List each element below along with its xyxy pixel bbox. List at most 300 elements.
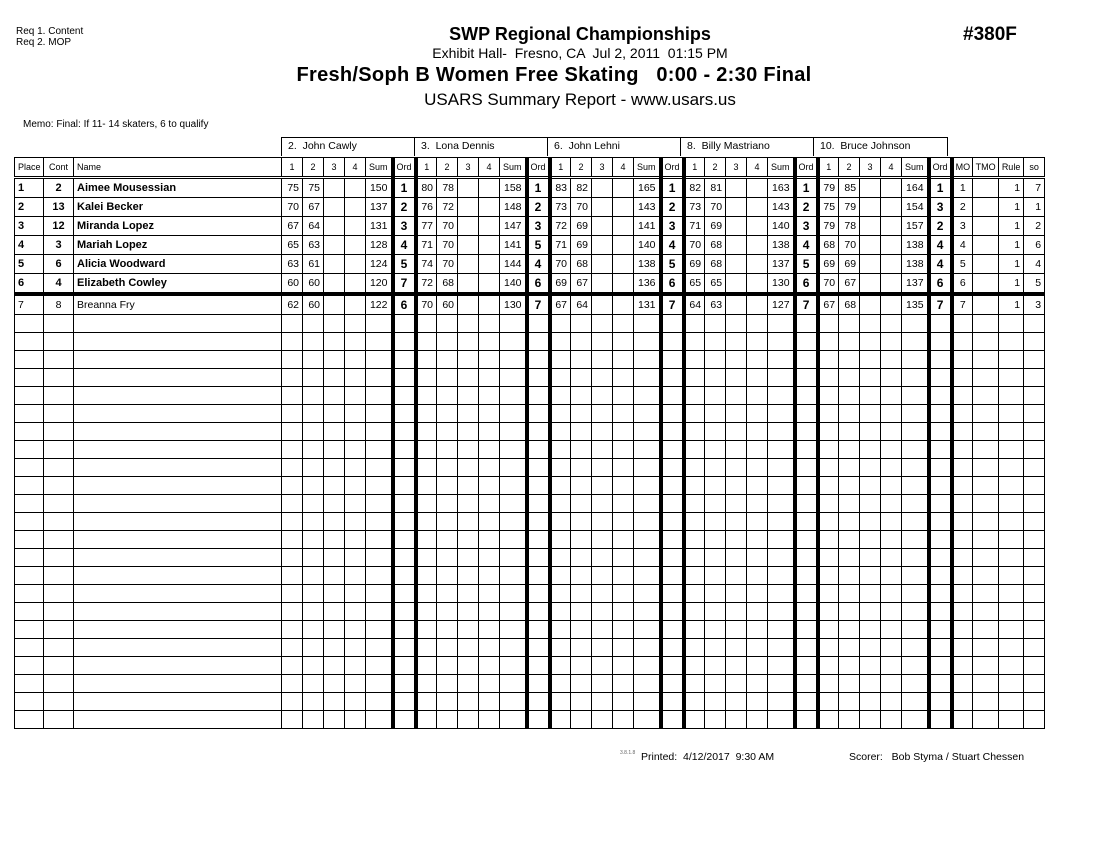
empty-cell <box>366 495 393 513</box>
empty-cell <box>366 369 393 387</box>
empty-cell <box>705 495 726 513</box>
col-header-ord: Ord <box>661 158 684 178</box>
score-2-cell: 60 <box>303 274 324 295</box>
empty-cell <box>366 441 393 459</box>
empty-cell <box>747 549 768 567</box>
score-4-cell <box>881 294 902 315</box>
empty-cell <box>282 387 303 405</box>
score-4-cell <box>747 198 768 217</box>
score-3-cell <box>860 198 881 217</box>
empty-cell <box>860 567 881 585</box>
score-3-cell <box>458 178 479 198</box>
empty-cell <box>527 549 550 567</box>
empty-cell <box>726 459 747 477</box>
empty-cell <box>15 711 44 729</box>
empty-cell <box>527 693 550 711</box>
skater-row <box>15 255 1045 274</box>
empty-cell <box>416 531 437 549</box>
sum-cell: 138 <box>902 255 929 274</box>
empty-cell <box>726 711 747 729</box>
empty-cell <box>747 495 768 513</box>
empty-cell <box>613 603 634 621</box>
empty-cell <box>500 387 527 405</box>
empty-cell <box>839 387 860 405</box>
score-1-cell: 70 <box>416 294 437 315</box>
score-3-cell <box>592 178 613 198</box>
empty-cell <box>818 459 839 477</box>
score-2-cell: 60 <box>303 294 324 315</box>
empty-cell <box>74 639 282 657</box>
empty-cell <box>571 423 592 441</box>
sum-cell: 128 <box>366 236 393 255</box>
empty-cell <box>999 675 1024 693</box>
ordinal-cell: 7 <box>929 294 952 315</box>
empty-cell <box>324 405 345 423</box>
empty-cell <box>345 675 366 693</box>
empty-cell <box>44 351 74 369</box>
empty-row <box>15 459 1045 477</box>
empty-cell <box>345 423 366 441</box>
empty-cell <box>929 351 952 369</box>
empty-cell <box>44 657 74 675</box>
empty-cell <box>881 639 902 657</box>
empty-cell <box>634 603 661 621</box>
score-2-cell: 65 <box>705 274 726 295</box>
empty-cell <box>15 387 44 405</box>
empty-cell <box>795 351 818 369</box>
ordinal-cell: 4 <box>795 236 818 255</box>
empty-cell <box>592 351 613 369</box>
skater-name-cell: Kalei Becker <box>74 198 282 217</box>
empty-cell <box>345 621 366 639</box>
score-2-cell: 68 <box>839 294 860 315</box>
empty-cell <box>416 657 437 675</box>
mo-cell: 5 <box>952 255 973 274</box>
empty-cell <box>952 315 973 333</box>
empty-cell <box>684 315 705 333</box>
empty-cell <box>527 585 550 603</box>
score-1-cell: 69 <box>684 255 705 274</box>
col-header-rule: Rule <box>999 158 1024 178</box>
empty-cell <box>860 477 881 495</box>
empty-cell <box>345 369 366 387</box>
empty-cell <box>500 333 527 351</box>
empty-cell <box>661 441 684 459</box>
judge-header-4: 8. Billy Mastriano <box>680 137 814 156</box>
ordinal-cell: 1 <box>393 178 416 198</box>
score-2-cell: 78 <box>839 217 860 236</box>
empty-cell <box>15 369 44 387</box>
score-1-cell: 73 <box>550 198 571 217</box>
empty-cell <box>881 657 902 675</box>
empty-cell <box>726 621 747 639</box>
empty-cell <box>839 423 860 441</box>
empty-cell <box>684 567 705 585</box>
empty-cell <box>437 477 458 495</box>
empty-cell <box>303 567 324 585</box>
empty-cell <box>634 657 661 675</box>
empty-cell <box>550 315 571 333</box>
empty-cell <box>726 531 747 549</box>
contestant-number-cell: 6 <box>44 255 74 274</box>
empty-cell <box>15 603 44 621</box>
empty-cell <box>458 621 479 639</box>
col-header-so: so <box>1024 158 1045 178</box>
empty-cell <box>929 477 952 495</box>
empty-cell <box>282 459 303 477</box>
col-header-name: Name <box>74 158 282 178</box>
empty-cell <box>44 405 74 423</box>
empty-cell <box>818 693 839 711</box>
score-1-cell: 70 <box>818 274 839 295</box>
empty-cell <box>15 495 44 513</box>
empty-cell <box>500 531 527 549</box>
empty-cell <box>661 585 684 603</box>
empty-cell <box>416 441 437 459</box>
sum-cell: 124 <box>366 255 393 274</box>
empty-cell <box>973 639 999 657</box>
col-header-tmo: TMO <box>973 158 999 178</box>
empty-cell <box>324 513 345 531</box>
so-cell: 5 <box>1024 274 1045 295</box>
empty-cell <box>1024 369 1045 387</box>
empty-cell <box>571 693 592 711</box>
empty-cell <box>15 585 44 603</box>
sum-cell: 137 <box>768 255 795 274</box>
empty-cell <box>571 369 592 387</box>
mo-cell: 6 <box>952 274 973 295</box>
empty-cell <box>592 639 613 657</box>
empty-cell <box>839 603 860 621</box>
empty-cell <box>416 693 437 711</box>
ordinal-cell: 3 <box>661 217 684 236</box>
sum-cell: 150 <box>366 178 393 198</box>
empty-cell <box>634 585 661 603</box>
score-4-cell <box>479 178 500 198</box>
empty-cell <box>684 621 705 639</box>
empty-cell <box>839 495 860 513</box>
skater-row <box>15 178 1045 198</box>
empty-cell <box>881 675 902 693</box>
empty-cell <box>902 387 929 405</box>
empty-cell <box>795 405 818 423</box>
empty-cell <box>571 711 592 729</box>
empty-cell <box>458 369 479 387</box>
empty-cell <box>527 675 550 693</box>
empty-cell <box>902 405 929 423</box>
empty-cell <box>458 711 479 729</box>
empty-cell <box>366 549 393 567</box>
col-header-score-2: 2 <box>839 158 860 178</box>
empty-cell <box>44 603 74 621</box>
place-cell: 1 <box>15 178 44 198</box>
empty-cell <box>726 675 747 693</box>
empty-cell <box>929 639 952 657</box>
place-cell: 5 <box>15 255 44 274</box>
empty-cell <box>634 495 661 513</box>
empty-cell <box>747 513 768 531</box>
judge-header-2: 3. Lona Dennis <box>414 137 548 156</box>
empty-cell <box>393 477 416 495</box>
col-header-cont: Cont <box>44 158 74 178</box>
empty-cell <box>999 477 1024 495</box>
empty-row <box>15 441 1045 459</box>
empty-cell <box>500 405 527 423</box>
empty-cell <box>303 459 324 477</box>
empty-cell <box>661 423 684 441</box>
empty-cell <box>795 369 818 387</box>
empty-cell <box>74 333 282 351</box>
ordinal-cell: 2 <box>527 198 550 217</box>
empty-cell <box>345 639 366 657</box>
score-1-cell: 82 <box>684 178 705 198</box>
sum-cell: 130 <box>768 274 795 295</box>
contestant-number-cell: 13 <box>44 198 74 217</box>
empty-cell <box>747 387 768 405</box>
empty-cell <box>881 693 902 711</box>
empty-cell <box>999 603 1024 621</box>
col-header-ord: Ord <box>929 158 952 178</box>
empty-cell <box>282 351 303 369</box>
empty-cell <box>684 693 705 711</box>
empty-cell <box>818 567 839 585</box>
skater-name-cell: Miranda Lopez <box>74 217 282 236</box>
empty-cell <box>458 405 479 423</box>
empty-cell <box>860 513 881 531</box>
empty-cell <box>366 657 393 675</box>
empty-cell <box>74 459 282 477</box>
col-header-score-4: 4 <box>345 158 366 178</box>
empty-cell <box>1024 477 1045 495</box>
empty-cell <box>768 387 795 405</box>
empty-cell <box>795 387 818 405</box>
empty-cell <box>571 495 592 513</box>
empty-cell <box>634 459 661 477</box>
empty-cell <box>571 405 592 423</box>
empty-cell <box>881 549 902 567</box>
empty-cell <box>613 693 634 711</box>
empty-cell <box>303 333 324 351</box>
empty-cell <box>973 333 999 351</box>
empty-cell <box>747 693 768 711</box>
empty-cell <box>929 387 952 405</box>
empty-cell <box>303 657 324 675</box>
empty-cell <box>303 531 324 549</box>
empty-cell <box>416 603 437 621</box>
empty-cell <box>1024 693 1045 711</box>
empty-cell <box>500 693 527 711</box>
empty-cell <box>999 693 1024 711</box>
empty-cell <box>839 531 860 549</box>
col-header-score-2: 2 <box>571 158 592 178</box>
empty-cell <box>705 549 726 567</box>
empty-cell <box>437 567 458 585</box>
empty-cell <box>768 459 795 477</box>
ordinal-cell: 5 <box>661 255 684 274</box>
empty-cell <box>768 639 795 657</box>
memo: Memo: Final: If 11- 14 skaters, 6 to qualify <box>23 119 209 130</box>
empty-cell <box>416 351 437 369</box>
empty-cell <box>500 585 527 603</box>
empty-cell <box>881 459 902 477</box>
empty-cell <box>527 621 550 639</box>
empty-cell <box>15 675 44 693</box>
empty-cell <box>44 423 74 441</box>
empty-cell <box>747 711 768 729</box>
empty-cell <box>571 639 592 657</box>
empty-cell <box>74 387 282 405</box>
empty-cell <box>999 387 1024 405</box>
rule-cell: 1 <box>999 255 1024 274</box>
empty-cell <box>437 315 458 333</box>
empty-cell <box>952 369 973 387</box>
empty-cell <box>705 405 726 423</box>
empty-cell <box>366 513 393 531</box>
empty-cell <box>282 333 303 351</box>
empty-cell <box>999 405 1024 423</box>
empty-cell <box>634 351 661 369</box>
empty-cell <box>416 459 437 477</box>
empty-cell <box>726 405 747 423</box>
empty-cell <box>74 495 282 513</box>
score-4-cell <box>881 217 902 236</box>
skater-row <box>15 236 1045 255</box>
empty-cell <box>726 333 747 351</box>
empty-cell <box>860 459 881 477</box>
sum-cell: 131 <box>366 217 393 236</box>
empty-cell <box>15 351 44 369</box>
empty-cell <box>303 369 324 387</box>
empty-row <box>15 351 1045 369</box>
score-2-cell: 72 <box>437 198 458 217</box>
empty-cell <box>15 423 44 441</box>
empty-cell <box>952 477 973 495</box>
empty-cell <box>345 495 366 513</box>
empty-cell <box>479 531 500 549</box>
score-3-cell <box>324 178 345 198</box>
empty-cell <box>324 585 345 603</box>
score-4-cell <box>345 255 366 274</box>
empty-cell <box>684 675 705 693</box>
empty-cell <box>999 531 1024 549</box>
sum-cell: 138 <box>634 255 661 274</box>
empty-cell <box>303 387 324 405</box>
empty-cell <box>1024 315 1045 333</box>
empty-cell <box>571 621 592 639</box>
place-cell: 4 <box>15 236 44 255</box>
empty-cell <box>747 459 768 477</box>
score-1-cell: 71 <box>550 236 571 255</box>
score-1-cell: 74 <box>416 255 437 274</box>
empty-cell <box>768 621 795 639</box>
empty-cell <box>44 441 74 459</box>
empty-cell <box>818 423 839 441</box>
empty-cell <box>902 477 929 495</box>
empty-cell <box>324 567 345 585</box>
empty-cell <box>303 639 324 657</box>
tmo-cell <box>973 217 999 236</box>
empty-cell <box>479 459 500 477</box>
empty-cell <box>839 621 860 639</box>
so-cell: 6 <box>1024 236 1045 255</box>
empty-cell <box>74 621 282 639</box>
empty-cell <box>952 639 973 657</box>
empty-cell <box>366 567 393 585</box>
empty-cell <box>282 567 303 585</box>
empty-cell <box>437 369 458 387</box>
empty-cell <box>282 495 303 513</box>
empty-cell <box>303 477 324 495</box>
empty-cell <box>818 351 839 369</box>
ordinal-cell: 3 <box>795 217 818 236</box>
empty-cell <box>929 495 952 513</box>
so-cell: 2 <box>1024 217 1045 236</box>
empty-cell <box>366 711 393 729</box>
requirement-2: Req 2. MOP <box>16 37 72 48</box>
empty-cell <box>500 351 527 369</box>
empty-cell <box>303 675 324 693</box>
empty-cell <box>952 333 973 351</box>
empty-cell <box>929 603 952 621</box>
empty-cell <box>634 513 661 531</box>
skater-row <box>15 198 1045 217</box>
empty-cell <box>458 387 479 405</box>
empty-cell <box>818 495 839 513</box>
empty-cell <box>550 711 571 729</box>
empty-cell <box>795 693 818 711</box>
rule-cell: 1 <box>999 198 1024 217</box>
sum-cell: 120 <box>366 274 393 295</box>
so-cell: 4 <box>1024 255 1045 274</box>
empty-cell <box>592 387 613 405</box>
empty-cell <box>613 333 634 351</box>
col-header-score-1: 1 <box>282 158 303 178</box>
empty-cell <box>527 531 550 549</box>
empty-cell <box>973 387 999 405</box>
empty-cell <box>795 585 818 603</box>
empty-cell <box>726 495 747 513</box>
score-2-cell: 70 <box>571 198 592 217</box>
score-1-cell: 80 <box>416 178 437 198</box>
empty-cell <box>839 459 860 477</box>
empty-cell <box>839 351 860 369</box>
empty-cell <box>747 477 768 495</box>
ordinal-cell: 7 <box>795 294 818 315</box>
empty-cell <box>902 333 929 351</box>
empty-cell <box>393 531 416 549</box>
score-2-cell: 64 <box>571 294 592 315</box>
empty-row <box>15 477 1045 495</box>
empty-cell <box>726 603 747 621</box>
col-header-sum: Sum <box>366 158 393 178</box>
score-1-cell: 69 <box>550 274 571 295</box>
empty-cell <box>324 441 345 459</box>
empty-cell <box>999 585 1024 603</box>
empty-cell <box>550 495 571 513</box>
empty-cell <box>661 369 684 387</box>
empty-cell <box>527 567 550 585</box>
tmo-cell <box>973 236 999 255</box>
empty-cell <box>527 315 550 333</box>
empty-cell <box>613 459 634 477</box>
empty-cell <box>345 567 366 585</box>
empty-cell <box>999 351 1024 369</box>
empty-cell <box>416 333 437 351</box>
empty-cell <box>458 549 479 567</box>
empty-row <box>15 495 1045 513</box>
empty-cell <box>860 585 881 603</box>
empty-cell <box>550 657 571 675</box>
